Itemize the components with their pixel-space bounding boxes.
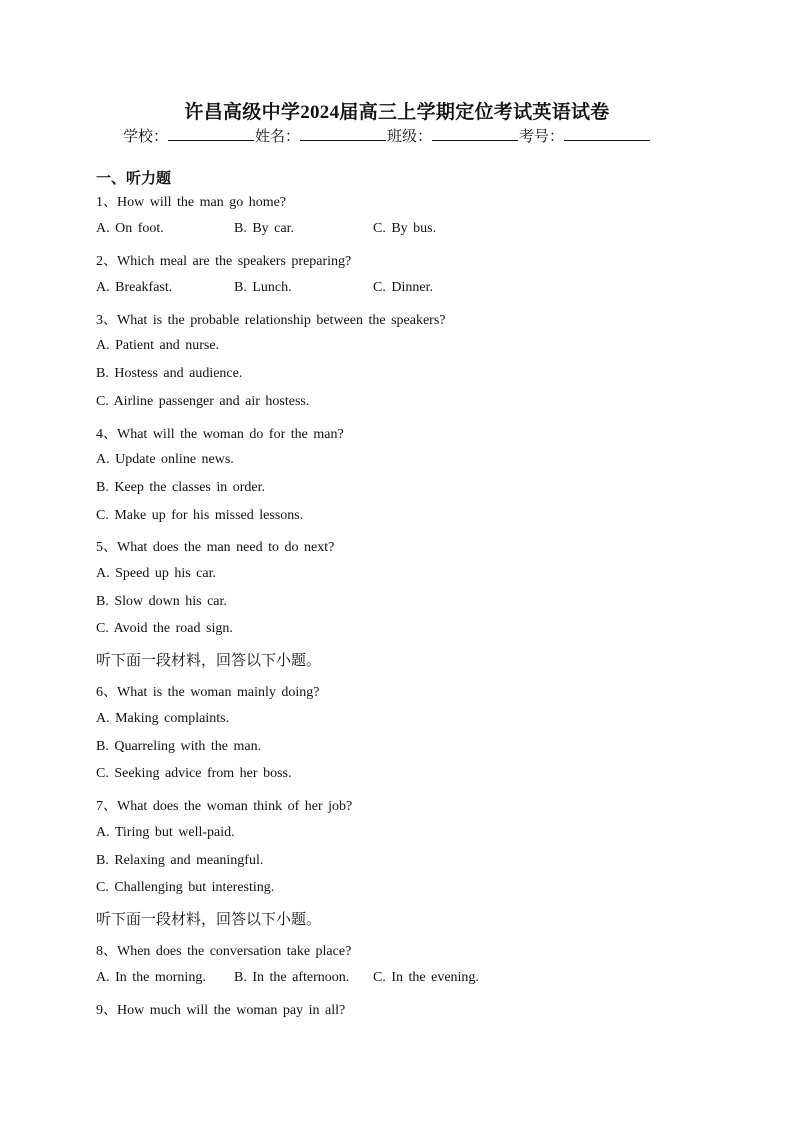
question-stem: 9、How much will the woman pay in all? bbox=[96, 1003, 346, 1018]
question-option: C. Airline passenger and air hostess. bbox=[96, 394, 310, 409]
question-option: C. Avoid the road sign. bbox=[96, 621, 233, 636]
question-stem: 7、What does the woman think of her job? bbox=[96, 799, 353, 814]
name-blank[interactable] bbox=[300, 126, 386, 141]
question-stem: 4、What will the woman do for the man? bbox=[96, 427, 344, 442]
question-option: C. By bus. bbox=[373, 221, 437, 236]
question-option: A. Tiring but well-paid. bbox=[96, 825, 235, 840]
question-option: A. Making complaints. bbox=[96, 711, 230, 726]
question-stem: 1、How will the man go home? bbox=[96, 195, 287, 210]
school-blank[interactable] bbox=[168, 126, 254, 141]
question-option: A. Patient and nurse. bbox=[96, 338, 220, 353]
question-option: A. Update online news. bbox=[96, 452, 234, 467]
question-option: B. Slow down his car. bbox=[96, 594, 227, 609]
student-info-row bbox=[123, 125, 651, 146]
question-stem: 3、What is the probable relationship between the speakers? bbox=[96, 313, 446, 328]
question-option: B. By car. bbox=[234, 221, 294, 236]
question-stem: 5、What does the man need to do next? bbox=[96, 540, 335, 555]
school-label: 学校： bbox=[123, 129, 169, 145]
name-label: 姓名： bbox=[255, 129, 301, 145]
section-heading: 一、听力题 bbox=[96, 171, 172, 187]
question-stem: 8、When does the conversation take place? bbox=[96, 944, 352, 959]
listening-instruction: 听下面一段材料，回答以下小题。 bbox=[96, 653, 322, 669]
question-option: B. Hostess and audience. bbox=[96, 366, 243, 381]
question-option: A. On foot. bbox=[96, 221, 164, 236]
question-option: C. Challenging but interesting. bbox=[96, 880, 275, 895]
question-option: A. Breakfast. bbox=[96, 280, 173, 295]
class-label: 班级： bbox=[387, 129, 433, 145]
number-label: 考号： bbox=[519, 129, 565, 145]
question-option: B. Relaxing and meaningful. bbox=[96, 853, 264, 868]
number-blank[interactable] bbox=[564, 126, 650, 141]
question-option: C. Seeking advice from her boss. bbox=[96, 766, 292, 781]
question-stem: 6、What is the woman mainly doing? bbox=[96, 685, 320, 700]
question-option: B. In the afternoon. bbox=[234, 970, 350, 985]
question-option: C. Dinner. bbox=[373, 280, 433, 295]
listening-instruction: 听下面一段材料，回答以下小题。 bbox=[96, 912, 322, 928]
question-option: C. In the evening. bbox=[373, 970, 479, 985]
question-stem: 2、Which meal are the speakers preparing? bbox=[96, 254, 352, 269]
question-option: A. In the morning. bbox=[96, 970, 206, 985]
class-blank[interactable] bbox=[432, 126, 518, 141]
question-option: A. Speed up his car. bbox=[96, 566, 216, 581]
exam-title: 许昌高级中学2024届高三上学期定位考试英语试卷 bbox=[184, 102, 610, 123]
question-option: B. Keep the classes in order. bbox=[96, 480, 266, 495]
question-option: B. Quarreling with the man. bbox=[96, 739, 262, 754]
question-option: B. Lunch. bbox=[234, 280, 292, 295]
question-option: C. Make up for his missed lessons. bbox=[96, 508, 304, 523]
